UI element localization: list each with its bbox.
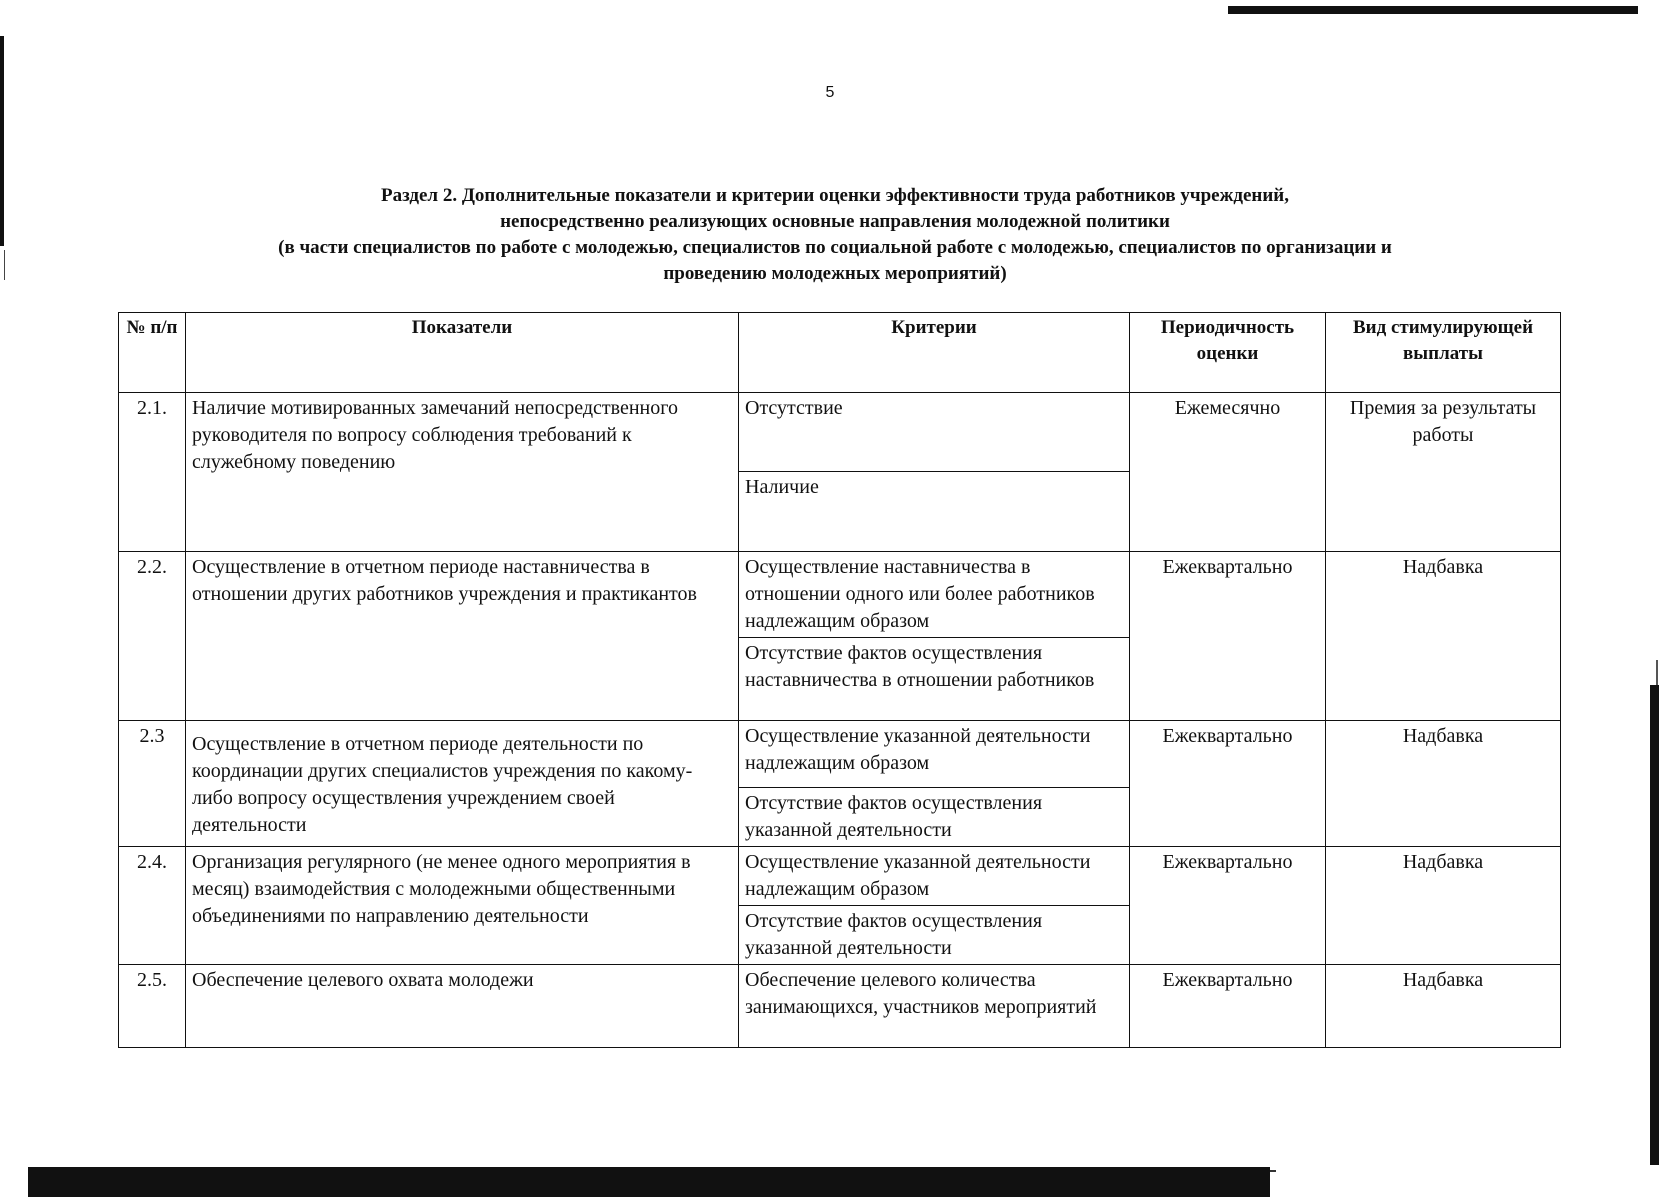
periodicity-cell: Ежемесячно [1130,393,1326,552]
row-number: 2.5. [119,965,186,1048]
scan-border-top [1228,6,1638,14]
criterion-cell: Обеспечение целевого количества занимающихся, участников мероприятий [739,965,1130,1048]
indicator-cell: Обеспечение целевого охвата молодежи [186,965,739,1048]
heading-line-3: (в части специалистов по работе с молодежью, специалистов по социальной работе с молодежью, специалистов по организации и [278,237,1392,258]
payment-type-cell: Надбавка [1326,965,1561,1048]
payment-type-cell: Надбавка [1326,721,1561,847]
criterion-cell: Отсутствие [739,393,1130,472]
payment-type-cell: Премия за результаты работы [1326,393,1561,552]
scan-border-right [1650,685,1659,1165]
header-num: № п/п [119,313,186,393]
row-number: 2.4. [119,847,186,965]
header-periodicity: Периодичность оценки [1130,313,1326,393]
scan-border-left-mark [4,250,5,280]
table-row [119,847,1561,906]
criterion-cell: Отсутствие фактов осуществления указанной деятельности [739,906,1130,965]
periodicity-cell: Ежеквартально [1130,965,1326,1048]
header-indicators: Показатели [186,313,739,393]
table-header-row [119,313,1561,393]
indicator-cell: Осуществление в отчетном периоде деятельности по координации других специалистов учреждения по какому-либо вопросу осуществления учреждением своей деятельности [186,721,739,847]
payment-type-cell: Надбавка [1326,847,1561,965]
criterion-cell: Осуществление наставничества в отношении одного или более работников надлежащим образом [739,552,1130,638]
page-number: 5 [825,84,835,101]
payment-type-cell: Надбавка [1326,552,1561,721]
criterion-cell: Отсутствие фактов осуществления указанной деятельности [739,788,1130,847]
scan-border-bottom-tail [1270,1170,1276,1172]
table-row [119,721,1561,788]
heading-line-1: Раздел 2. Дополнительные показатели и критерии оценки эффективности труда работников учреждений, [380,185,1290,206]
criteria-table [118,312,1561,1048]
scan-border-left [0,36,4,246]
criterion-cell: Осуществление указанной деятельности надлежащим образом [739,721,1130,788]
heading-line-4: проведению молодежных мероприятий) [663,263,1007,284]
table-row [119,393,1561,472]
row-number: 2.1. [119,393,186,552]
criterion-cell: Осуществление указанной деятельности надлежащим образом [739,847,1130,906]
row-number: 2.2. [119,552,186,721]
scan-border-bottom [28,1167,1270,1197]
criterion-cell: Отсутствие фактов осуществления наставничества в отношении работников [739,638,1130,721]
indicator-cell: Осуществление в отчетном периоде наставничества в отношении других работников учреждения и практикантов [186,552,739,721]
header-criteria: Критерии [739,313,1130,393]
heading-line-2: непосредственно реализующих основные направления молодежной политики [500,211,1170,232]
section-heading [120,183,1550,287]
table-row [119,965,1561,1048]
table-row [119,552,1561,638]
indicator-cell: Организация регулярного (не менее одного мероприятия в месяц) взаимодействия с молодежными общественными объединениями по направлению деятельности [186,847,739,965]
periodicity-cell: Ежеквартально [1130,552,1326,721]
indicator-cell: Наличие мотивированных замечаний непосредственного руководителя по вопросу соблюдения требований к служебному поведению [186,393,739,552]
criterion-cell: Наличие [739,472,1130,552]
row-number: 2.3 [119,721,186,847]
header-payment-type: Вид стимулирующей выплаты [1326,313,1561,393]
periodicity-cell: Ежеквартально [1130,847,1326,965]
periodicity-cell: Ежеквартально [1130,721,1326,847]
